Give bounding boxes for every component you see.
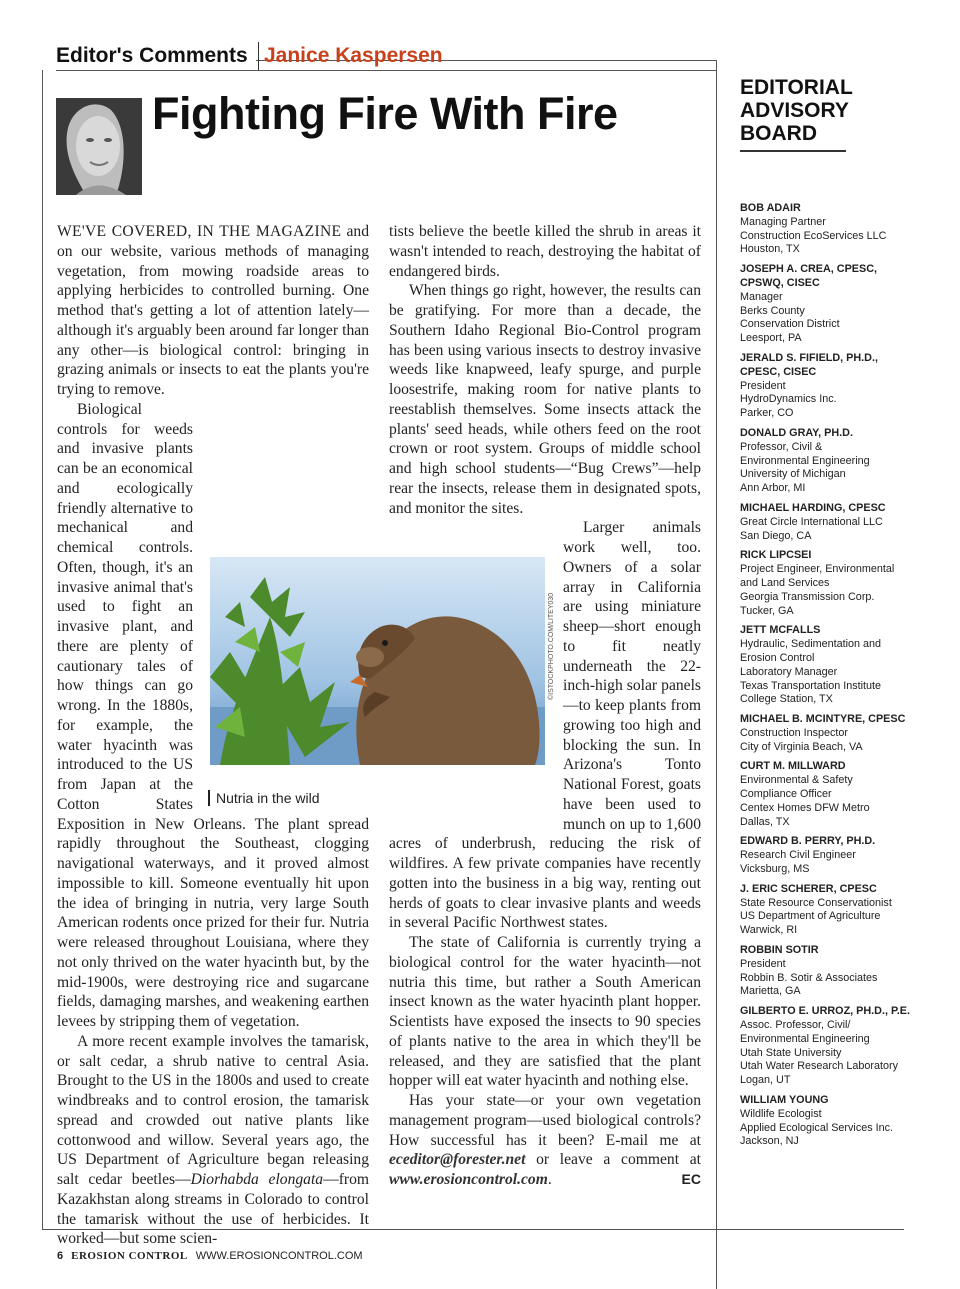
board-member-detail: Environmental Engineering (740, 1032, 870, 1045)
board-member-detail: Centex Homes DFW Metro (740, 801, 870, 814)
board-member-detail: Great Circle International LLC (740, 515, 883, 528)
paragraph-text: Biological controls for weeds and invasive plants can be an economical and ecologically friendly alternative to mechanical and chemical controls. Often, though, it's an invasive animal that's used to fight an invasive plant, and there are plenty of cautionary tales of how things can go wrong. In the 1880s, for example, the water hyacinth was introduced to the US from Japan at the Cotton States Exposition in New Orleans. The plant spread rapidly throughout the Southeast, clogging navigational waterways, and it proved almost impossible to kill. Someone eventually hit upon the idea of bringing in nutria, very large South American rodents once prized for their fur. Nutria were released throughout Louisiana, where they not only thrived on the water hyacinth but, by the mid-1900s, were destroying rice and sugarcane fields, damaging marshes, and weakening earthen levees by stripping them of vegetation. (57, 400, 369, 1030)
paragraph: The state of California is currently trying a biological control for the water hyacinth—not nutria this time, but rather a South American insect known as the water hyacinth plant hopper. Scientists have exposed the insects to 90 species of plants native to the area in which they'll be released, and they are satisfied that the plant hopper will eat water hyacinth and nothing else. (389, 934, 701, 1090)
board-member (740, 713, 915, 754)
board-member-detail: Logan, UT (740, 1074, 791, 1087)
board-member-name: MICHAEL HARDING, CPESC (740, 501, 886, 514)
board-member-detail: President (740, 379, 786, 392)
paragraph-text: —from Kazakhstan along streams in Colorado to control the tamarisk without the use of herbicides. It worked—but some scien- (57, 1171, 369, 1248)
board-member-name: ROBBIN SOTIR (740, 944, 819, 957)
board-member-detail: Construction EcoServices LLC (740, 229, 887, 242)
board-member (740, 760, 915, 829)
board-member (740, 624, 915, 707)
nutria-image (210, 557, 545, 765)
end-mark: EC (681, 1171, 701, 1187)
board-member-detail: Wildlife Ecologist (740, 1107, 822, 1120)
board-member-detail: Environmental Engineering (740, 454, 870, 467)
board-member-detail: Texas Transportation Institute (740, 679, 882, 692)
board-member-detail: Laboratory Manager (740, 665, 838, 678)
board-member-detail: Leesport, PA (740, 332, 802, 345)
frame-left-rule (42, 70, 43, 1230)
lead-in: WE'VE COVERED, IN THE MAGAZINE (57, 223, 342, 240)
board-member-detail: Managing Partner (740, 215, 826, 228)
website-link[interactable]: www.erosioncontrol.com (389, 1171, 548, 1188)
author-name: Janice Kaspersen (264, 44, 443, 67)
board-member-detail: University of Michigan (740, 468, 846, 481)
board-member-detail: San Diego, CA (740, 529, 812, 542)
board-member-detail: Professor, Civil & (740, 440, 823, 453)
frame-divider (716, 60, 717, 1289)
board-member (740, 944, 915, 999)
page-number: 6 (57, 1250, 64, 1262)
board-member (740, 263, 915, 346)
board-member (740, 549, 915, 618)
board-member-name: MICHAEL B. MCINTYRE, CPESC (740, 713, 906, 726)
board-member (740, 202, 915, 257)
board-member-list (740, 202, 915, 1155)
board-member-detail: Marietta, GA (740, 985, 801, 998)
footer-url: WWW.EROSIONCONTROL.COM (195, 1250, 363, 1262)
paragraph-text: . (547, 1171, 552, 1188)
board-member-detail: Environmental & Safety (740, 774, 853, 787)
board-member-detail: Parker, CO (740, 407, 794, 420)
board-member-detail: State Resource Conservationist (740, 896, 892, 909)
board-member (740, 502, 915, 543)
board-member-name: WILLIAM YOUNG (740, 1094, 829, 1107)
board-member-detail: Warwick, RI (740, 924, 798, 937)
board-member-detail: Assoc. Professor, Civil/ (740, 1019, 851, 1032)
header-separator (258, 42, 259, 70)
board-member-detail: Berks County (740, 304, 805, 317)
board-member-detail: President (740, 957, 786, 970)
board-member-detail: and Land Services (740, 576, 830, 589)
board-title-line: ADVISORY (740, 99, 849, 122)
board-member-detail: Utah Water Research Laboratory (740, 1060, 899, 1073)
board-member-detail: Research Civil Engineer (740, 849, 856, 862)
portrait-image (56, 98, 142, 195)
board-member-detail: Project Engineer, Environmental (740, 563, 895, 576)
board-member-detail: College Station, TX (740, 693, 833, 706)
board-member-name: EDWARD B. PERRY, PH.D. (740, 835, 876, 848)
board-title-rule (740, 150, 846, 152)
board-member-detail: Manager (740, 290, 783, 303)
paragraph-text: Has your state—or your own vegetation management program—used biological controls? How successful has it been? E-mail me at (389, 1092, 701, 1149)
magazine-name: EROSION CONTROL (71, 1250, 188, 1262)
paragraph-text: Larger animals work well, too. Owners of a solar array in California are using miniature sheep—short enough to fit neatly underneath the 22-inch-high solar panels—to keep plants from growing too high and blocking the sun. In Arizona's Tonto National Forest, goats have been used to munch on up to 1,600 acres of underbrush, reducing the risk of wildfires. A few private companies have recently gotten into the business in a big way, renting out herds of goats to clear invasive plants and weeds in several Pacific Northwest states. (389, 519, 701, 932)
photo-caption: Nutria in the wild (208, 790, 320, 806)
photo-credit: ©ISTOCKPHOTO.COM/LITEY030 (548, 592, 555, 700)
paragraph (57, 222, 369, 400)
board-member-detail: Houston, TX (740, 243, 800, 256)
board-member-detail: US Department of Agriculture (740, 910, 881, 923)
board-member-detail: Jackson, NJ (740, 1135, 799, 1148)
board-member-detail: Georgia Transmission Corp. (740, 590, 875, 603)
board-member-name: JERALD S. FIFIELD, PH.D., CPESC, CISEC (740, 351, 878, 378)
email-link[interactable]: eceditor@forester.net (389, 1151, 526, 1169)
board-member-name: JETT MCFALLS (740, 624, 821, 637)
board-member-detail: Ann Arbor, MI (740, 482, 806, 495)
board-title (740, 76, 853, 145)
page-footer (57, 1250, 363, 1262)
species-name: Diorhabda elongata (190, 1171, 324, 1188)
board-member-name: GILBERTO E. URROZ, PH.D., P.E. (740, 1005, 910, 1018)
paragraph-text: and on our website, various methods of managing vegetation, from mowing roadside areas to applying herbicides to controlled burning. One method that's getting a lot of attention lately—although it's arguably been around far longer than any other—is biological control: bringing in grazing animals or insects to eat the plants you're trying to remove. (57, 223, 369, 398)
board-member-detail: Construction Inspector (740, 726, 849, 739)
paragraph-text: A more recent example involves the tamarisk, or salt cedar, a shrub native to central Asia. Brought to the US in the 1800s and used to create windbreaks and to control erosion, the tamarisk spread and crowded out native plants like cottonwood and willow. Several years ago, the US Department of Agriculture began releasing salt cedar beetles— (57, 1032, 369, 1188)
board-member-detail: Robbin B. Sotir & Associates (740, 971, 878, 984)
header-rule (56, 70, 716, 71)
article-title: Fighting Fire With Fire (152, 88, 618, 139)
board-member-name: J. ERIC SCHERER, CPESC (740, 882, 877, 895)
board-member-detail: City of Virginia Beach, VA (740, 740, 863, 753)
board-member-detail: Applied Ecological Services Inc. (740, 1121, 894, 1134)
paragraph: tists believe the beetle killed the shrub in areas it wasn't intended to reach, destroying the habitat of endangered birds. (389, 223, 701, 280)
board-member-detail: Dallas, TX (740, 815, 790, 828)
board-member-detail: Erosion Control (740, 651, 815, 664)
board-member-name: JOSEPH A. CREA, CPESC, CPSWQ, CISEC (740, 263, 877, 289)
nutria-photo (210, 557, 545, 765)
board-member-detail: Utah State University (740, 1046, 842, 1059)
board-member (740, 427, 915, 496)
paragraph (57, 1032, 369, 1249)
board-member-detail: Tucker, GA (740, 604, 794, 617)
board-member-detail: Hydraulic, Sedimentation and (740, 638, 882, 651)
board-member-detail: Conservation District (740, 318, 840, 331)
board-member-name: DONALD GRAY, PH.D. (740, 426, 853, 439)
board-title-line: EDITORIAL (740, 76, 853, 99)
board-member-detail: HydroDynamics Inc. (740, 393, 837, 406)
board-member (740, 835, 915, 876)
board-member (740, 352, 915, 421)
board-member-name: CURT M. MILLWARD (740, 760, 846, 773)
board-title-line: BOARD (740, 122, 817, 145)
board-member-detail: Vicksburg, MS (740, 863, 810, 876)
board-member (740, 883, 915, 938)
board-member (740, 1094, 915, 1149)
board-member-name: RICK LIPCSEI (740, 549, 812, 562)
paragraph-text: or leave a comment at (525, 1151, 701, 1169)
paragraph: When things go right, however, the results can be gratifying. For more than a decade, the Southern Idaho Regional Bio-Control program has been using various insects to destroy invasive weeds like knapweed, leafy spurge, and purple loosestrife, making room for native plants to reestablish themselves. Some insects attack the plants' seed heads, while others feed on the root crown or root system. Groups of middle school and high school students—“Bug Crews”—help rear the insects, release them in designated spots, and monitor the sites. (389, 282, 701, 517)
board-member-name: BOB ADAIR (740, 202, 801, 214)
board-member-detail: Compliance Officer (740, 788, 832, 801)
board-member (740, 1005, 915, 1088)
paragraph (389, 1091, 701, 1190)
author-portrait (56, 98, 142, 195)
section-label: Editor's Comments (56, 44, 248, 67)
